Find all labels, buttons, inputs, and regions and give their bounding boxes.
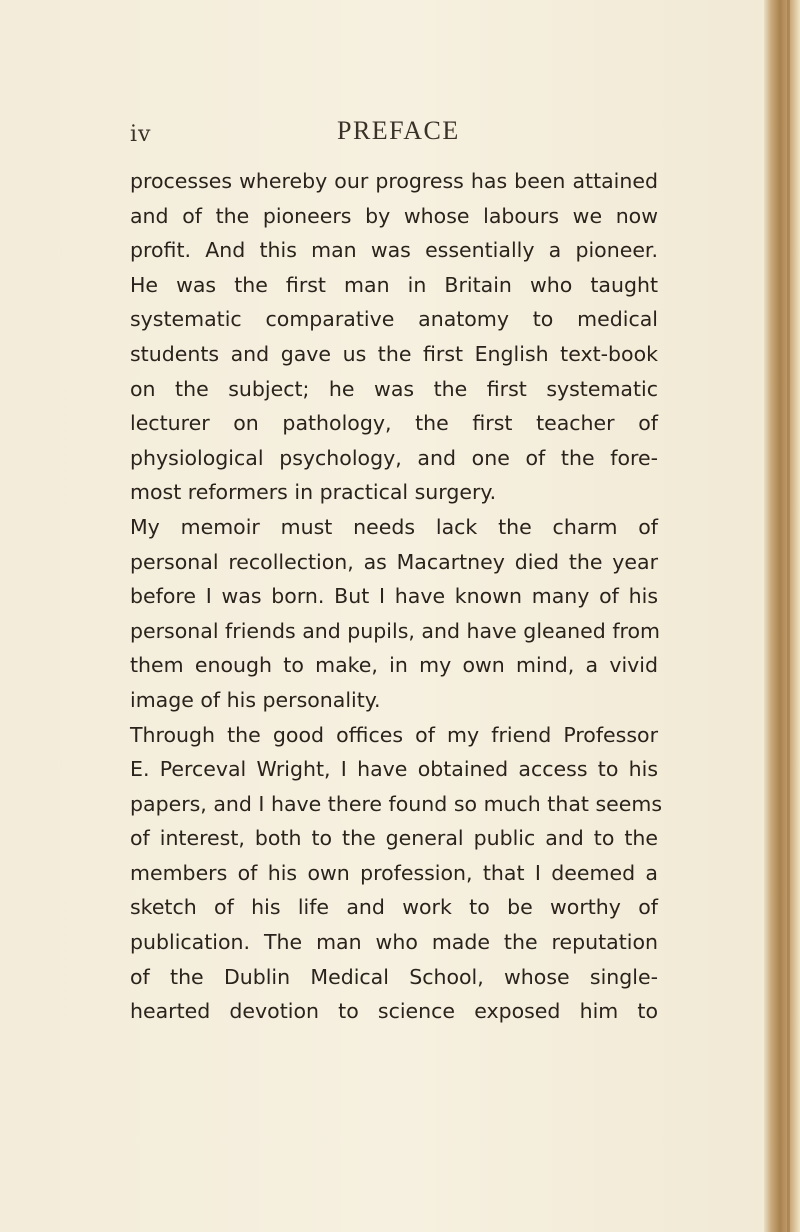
text-line: systematic comparative anatomy to medical <box>130 307 658 332</box>
text-line: on the subject; he was the first systematic <box>130 376 658 401</box>
text-line: personal recollection, as Macartney died the year <box>130 549 658 574</box>
text-line: sketch of his life and work to be worthy of <box>130 895 658 920</box>
page-number: iv <box>130 122 152 147</box>
page-edge-shadow <box>787 0 790 1232</box>
text-line: publication. The man who made the reputation <box>130 930 658 955</box>
text-line: Through the good offices of my friend Professor <box>130 722 658 747</box>
text-line: students and gave us the first English text-book <box>130 341 658 366</box>
text-line: of interest, both to the general public and to the <box>130 826 658 851</box>
text-line: and of the pioneers by whose labours we now <box>130 203 658 228</box>
text-line: personal friends and pupils, and have gleaned from <box>130 618 661 643</box>
text-line: He was the first man in Britain who taught <box>130 272 658 297</box>
text-line: lecturer on pathology, the first teacher of <box>130 411 658 436</box>
text-line: of the Dublin Medical School, whose single- <box>130 964 658 989</box>
text-line: most reformers in practical surgery. <box>130 480 497 505</box>
text-line: My memoir must needs lack the charm of <box>130 514 658 539</box>
body-text <box>130 164 663 1029</box>
text-line: profit. And this man was essentially a pioneer. <box>130 238 658 263</box>
text-line: them enough to make, in my own mind, a vivid <box>130 653 658 678</box>
running-title: PREFACE <box>337 116 460 145</box>
text-line: image of his personality. <box>130 687 381 712</box>
text-line: E. Perceval Wright, I have obtained access to his <box>130 757 658 782</box>
text-line: members of his own profession, that I deemed a <box>130 860 658 885</box>
text-line: physiological psychology, and one of the fore- <box>130 445 658 470</box>
page-binding-edge <box>764 0 800 1232</box>
text-line: papers, and I have there found so much that seems <box>130 791 663 816</box>
text-line: hearted devotion to science exposed him to <box>130 999 658 1024</box>
text-line: processes whereby our progress has been attained <box>130 169 658 193</box>
text-line: before I was born. But I have known many of his <box>130 584 658 609</box>
page-header <box>130 116 650 152</box>
